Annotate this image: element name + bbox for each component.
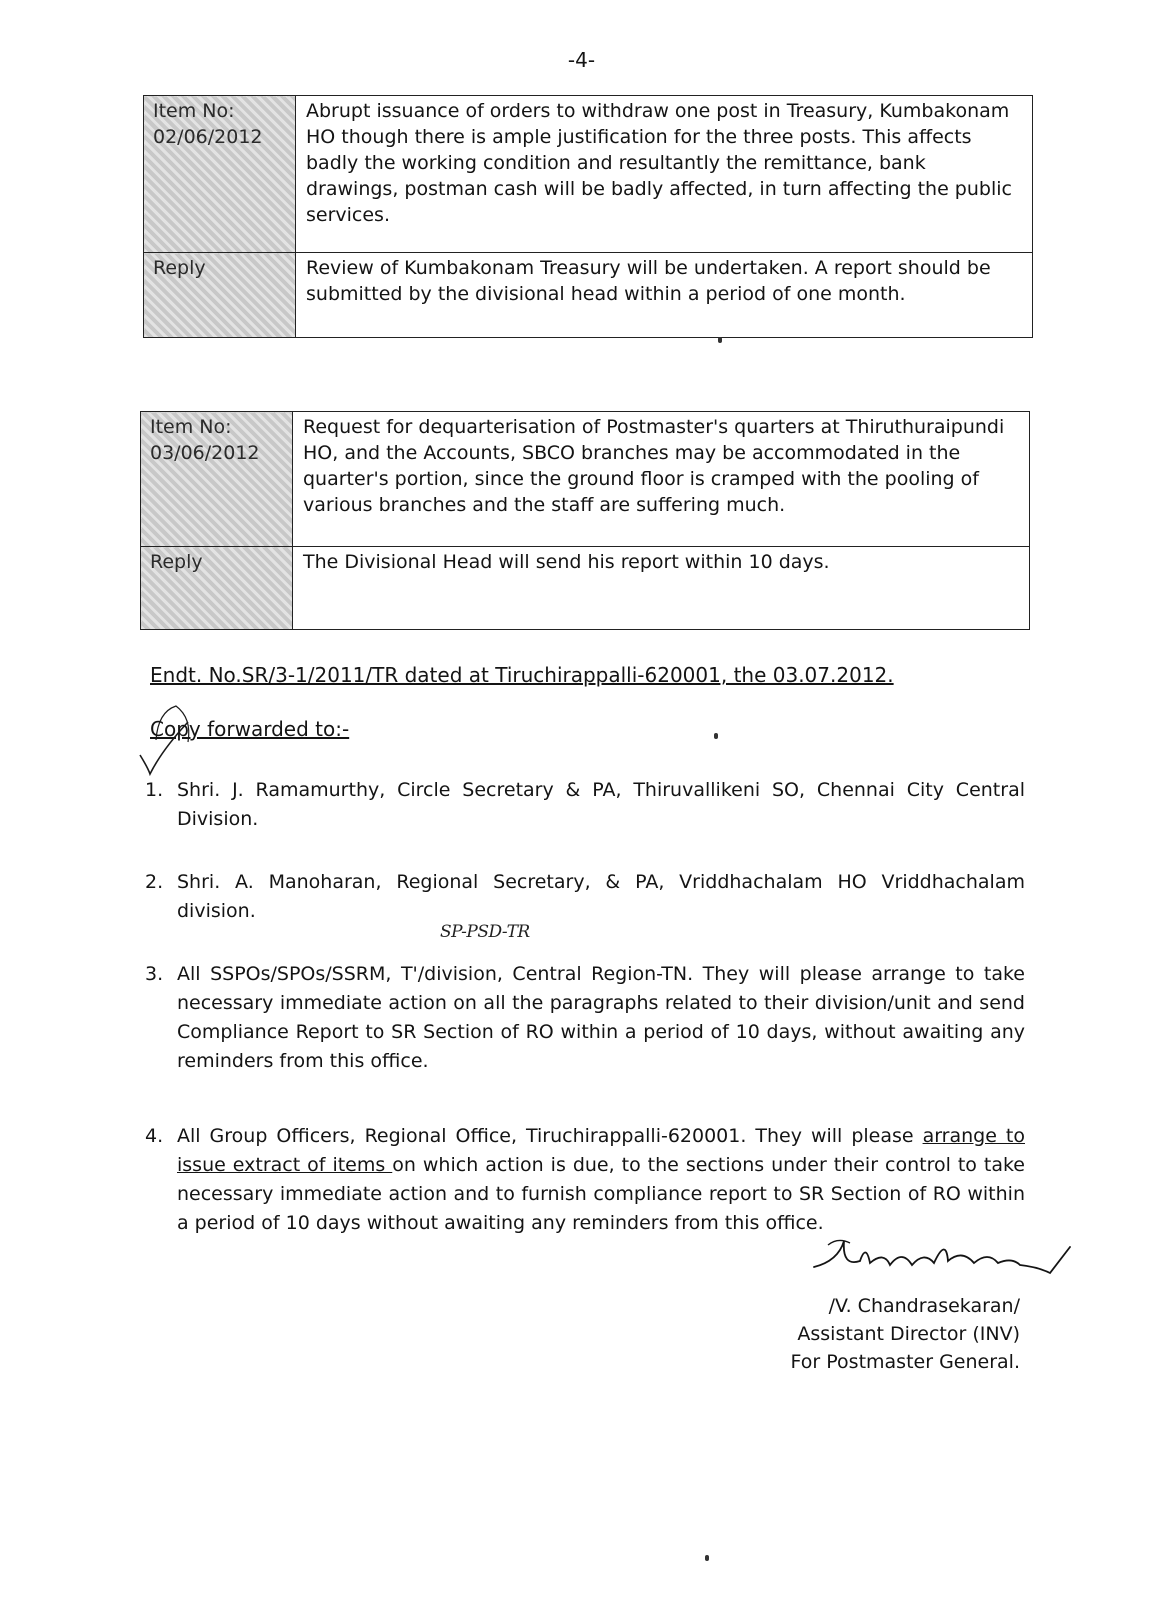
item-row bbox=[141, 412, 1030, 547]
page-number: -4- bbox=[567, 48, 596, 72]
recipient-number: 1. bbox=[145, 779, 164, 801]
copy-forwarded-heading: Copy forwarded to:- bbox=[150, 717, 350, 741]
handwritten-signature bbox=[798, 1227, 1098, 1287]
recipient-text: Shri. A. Manoharan, Regional Secretary, & PA, Vriddhachalam HO Vriddhachalam division. bbox=[177, 871, 1025, 922]
item-number: 03/06/2012 bbox=[150, 442, 260, 464]
signature-block bbox=[760, 1292, 1020, 1376]
item-row bbox=[144, 96, 1033, 253]
item-table-03-06-2012 bbox=[140, 411, 1030, 630]
recipient-text: Shri. J. Ramamurthy, Circle Secretary & PA, Thiruvallikeni SO, Chennai City Central Division. bbox=[177, 779, 1025, 830]
reply-row bbox=[144, 253, 1033, 338]
recipient-text bbox=[177, 1122, 1025, 1238]
recipient-4 bbox=[145, 1122, 1025, 1238]
recipient-number: 4. bbox=[145, 1125, 164, 1147]
signatory-name: /V. Chandrasekaran/ bbox=[828, 1295, 1020, 1317]
reply-text: The Divisional Head will send his report within 10 days. bbox=[293, 547, 1030, 630]
scan-speck bbox=[718, 337, 722, 343]
item-issue-text: Request for dequarterisation of Postmaster's quarters at Thiruthuraipundi HO, and the Accounts, SBCO branches may be accommodated in the quarter's portion, since the ground floor is cramped with the pooling of various branches and the staff are suffering much. bbox=[293, 412, 1030, 547]
item-number: 02/06/2012 bbox=[153, 126, 263, 148]
reply-label-cell bbox=[144, 253, 296, 338]
item-table-02-06-2012 bbox=[143, 95, 1033, 338]
reply-text: Review of Kumbakonam Treasury will be undertaken. A report should be submitted by the divisional head within a period of one month. bbox=[296, 253, 1033, 338]
reply-label: Reply bbox=[153, 257, 206, 279]
reply-row bbox=[141, 547, 1030, 630]
recipient-text-end: on which action is due, to the sections under their control to take necessary immediate action and to furnish compliance report to SR Section of RO within a period of 10 days without awaiting any reminders from this office. bbox=[177, 1154, 1025, 1234]
signatory-on-behalf: For Postmaster General. bbox=[790, 1351, 1020, 1373]
recipient-2 bbox=[145, 868, 1025, 926]
recipient-3 bbox=[145, 960, 1025, 1076]
handwritten-annotation: SP-PSD-TR bbox=[440, 922, 530, 942]
item-label-cell bbox=[141, 412, 293, 547]
recipient-text: All SSPOs/SPOs/SSRM, T'/division, Central Region-TN. They will please arrange to take necessary immediate action on all the paragraphs related to their division/unit and send Compliance Report to SR Section of RO within a period of 10 days, without awaiting any reminders from this office. bbox=[177, 963, 1025, 1072]
signatory-designation: Assistant Director (INV) bbox=[797, 1323, 1020, 1345]
item-label: Item No: bbox=[153, 100, 235, 122]
endorsement-line: Endt. No.SR/3-1/2011/TR dated at Tiruchirappalli-620001, the 03.07.2012. bbox=[150, 663, 894, 687]
item-label-cell bbox=[144, 96, 296, 253]
handwritten-tick-icon bbox=[136, 700, 196, 780]
item-label: Item No: bbox=[150, 416, 232, 438]
reply-label-cell bbox=[141, 547, 293, 630]
underlined-instruction: arrange to issue extract of items bbox=[177, 1125, 1025, 1176]
scan-speck bbox=[705, 1555, 709, 1561]
scan-speck bbox=[714, 733, 718, 739]
recipient-1 bbox=[145, 776, 1025, 834]
item-issue-text: Abrupt issuance of orders to withdraw one post in Treasury, Kumbakonam HO though there is ample justification for the three posts. This affects badly the working condition and resultantly the remittance, bank drawings, postman cash will be badly affected, in turn affecting the public services. bbox=[296, 96, 1033, 253]
recipient-number: 3. bbox=[145, 963, 164, 985]
recipient-number: 2. bbox=[145, 871, 164, 893]
recipient-text-start: All Group Officers, Regional Office, Tiruchirappalli-620001. They will please bbox=[177, 1125, 923, 1147]
reply-label: Reply bbox=[150, 551, 203, 573]
